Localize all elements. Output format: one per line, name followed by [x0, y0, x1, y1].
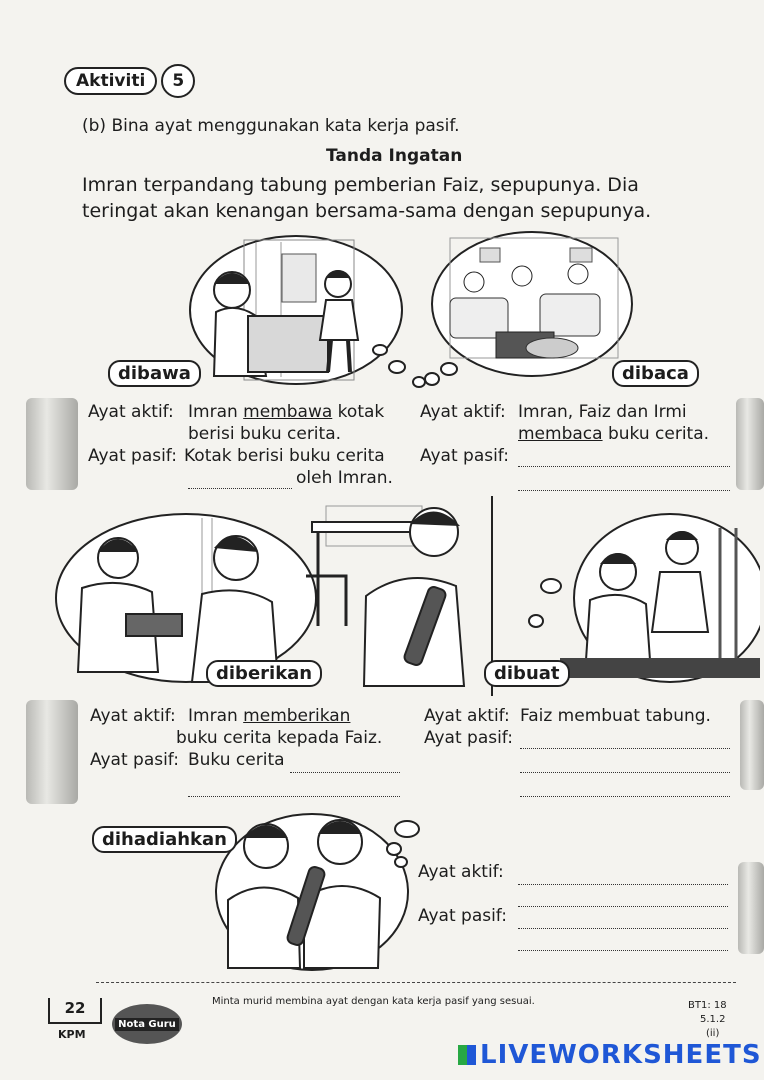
- story-line-2: teringat akan kenangan bersama-sama dengan sepupunya.: [82, 200, 652, 222]
- dibawa-active-line1: Imran membawa kotak: [188, 402, 385, 422]
- page-number: 22: [64, 999, 86, 1017]
- dibuat-passive-input-1[interactable]: [520, 728, 730, 749]
- cup-illustration-right-3: [738, 862, 764, 954]
- diberikan-active-line1: Imran memberikan: [188, 706, 351, 726]
- badge-label: Nota Guru: [115, 1018, 179, 1031]
- dihadiahkan-passive-label: Ayat pasif:: [418, 906, 507, 926]
- code-line-3: (ii): [706, 1028, 720, 1039]
- cup-illustration-left-1: [26, 398, 78, 490]
- verb-membawa: membawa: [243, 402, 333, 422]
- dibawa-passive-blank[interactable]: [188, 470, 292, 489]
- dibawa-active-label: Ayat aktif:: [88, 402, 174, 422]
- diberikan-passive-line1: Buku cerita: [188, 750, 285, 770]
- dihadiahkan-passive-input-2[interactable]: [518, 930, 728, 951]
- illustration-making-box: [560, 508, 760, 688]
- verb-memberikan: memberikan: [243, 706, 351, 726]
- thought-bubble: [394, 856, 408, 868]
- dibaca-passive-input-2[interactable]: [518, 470, 730, 491]
- code-line-1: BT1: 18: [688, 1000, 727, 1011]
- thought-bubble: [424, 372, 440, 386]
- diberikan-active-line2: buku cerita kepada Faiz.: [176, 728, 383, 748]
- dibawa-passive-line2: oleh Imran.: [296, 468, 393, 488]
- thought-bubble: [388, 360, 406, 374]
- publisher-label: KPM: [58, 1028, 86, 1041]
- dihadiahkan-passive-input-1[interactable]: [518, 908, 728, 929]
- diberikan-passive-input-1[interactable]: [290, 752, 400, 773]
- dibawa-passive-label: Ayat pasif:: [88, 446, 177, 466]
- dibuat-active-label: Ayat aktif:: [424, 706, 510, 726]
- tag-dibuat: dibuat: [484, 660, 570, 687]
- diberikan-passive-label: Ayat pasif:: [90, 750, 179, 770]
- activity-number: 5: [161, 64, 195, 98]
- activity-header: [64, 64, 195, 98]
- tag-dibaca: dibaca: [612, 360, 699, 387]
- dibaca-active-label: Ayat aktif:: [420, 402, 506, 422]
- illustration-gift: [206, 796, 418, 976]
- thought-bubble: [540, 578, 562, 594]
- dibuat-passive-input-3[interactable]: [520, 776, 730, 797]
- cup-illustration-right-1: [736, 398, 764, 490]
- footer-divider: [96, 982, 736, 983]
- watermark: [458, 1040, 762, 1070]
- instruction: (b) Bina ayat menggunakan kata kerja pasif.: [82, 116, 460, 136]
- thought-bubble: [386, 842, 402, 856]
- dibuat-active-line1: Faiz membuat tabung.: [520, 706, 711, 726]
- tag-diberikan: diberikan: [206, 660, 322, 687]
- diberikan-active-label: Ayat aktif:: [90, 706, 176, 726]
- thought-bubble: [372, 344, 388, 356]
- cup-illustration-left-2: [26, 700, 78, 804]
- dibaca-passive-input-1[interactable]: [518, 446, 730, 467]
- dibaca-passive-label: Ayat pasif:: [420, 446, 509, 466]
- tag-dibawa: dibawa: [108, 360, 201, 387]
- dibaca-active-line2: membaca buku cerita.: [518, 424, 710, 444]
- dihadiahkan-active-input-2[interactable]: [518, 886, 728, 907]
- verb-membaca: membaca: [518, 424, 603, 444]
- thought-bubble: [394, 820, 420, 838]
- dibuat-passive-label: Ayat pasif:: [424, 728, 513, 748]
- tag-dihadiahkan: dihadiahkan: [92, 826, 237, 853]
- illustration-imran-remembering: [296, 496, 496, 696]
- cup-illustration-right-2: [740, 700, 764, 790]
- dibaca-active-line1: Imran, Faiz dan Irmi: [518, 402, 687, 422]
- thought-bubble: [440, 362, 458, 376]
- watermark-text: LIVEWORKSHEETS: [480, 1040, 762, 1070]
- code-line-2: 5.1.2: [700, 1014, 726, 1025]
- dihadiahkan-active-input-1[interactable]: [518, 864, 728, 885]
- dihadiahkan-active-label: Ayat aktif:: [418, 862, 504, 882]
- illustration-reading-family: [430, 228, 636, 388]
- thought-bubble: [528, 614, 544, 628]
- teacher-note: Minta murid membina ayat dengan kata kerja pasif yang sesuai.: [212, 996, 535, 1007]
- nota-guru-badge: [112, 1004, 182, 1044]
- illustration-carry-box: [186, 232, 408, 400]
- dibawa-active-line2: berisi buku cerita.: [188, 424, 342, 444]
- story-line-1: Imran terpandang tabung pemberian Faiz, sepupunya. Dia: [82, 174, 639, 196]
- liveworksheets-logo-icon: [458, 1045, 476, 1065]
- activity-label: Aktiviti: [64, 67, 157, 95]
- page-number-box: [48, 998, 102, 1024]
- diberikan-passive-input-2[interactable]: [188, 776, 400, 797]
- dibuat-passive-input-2[interactable]: [520, 752, 730, 773]
- dibawa-passive-line1: Kotak berisi buku cerita: [184, 446, 385, 466]
- subtitle: Tanda Ingatan: [326, 146, 463, 166]
